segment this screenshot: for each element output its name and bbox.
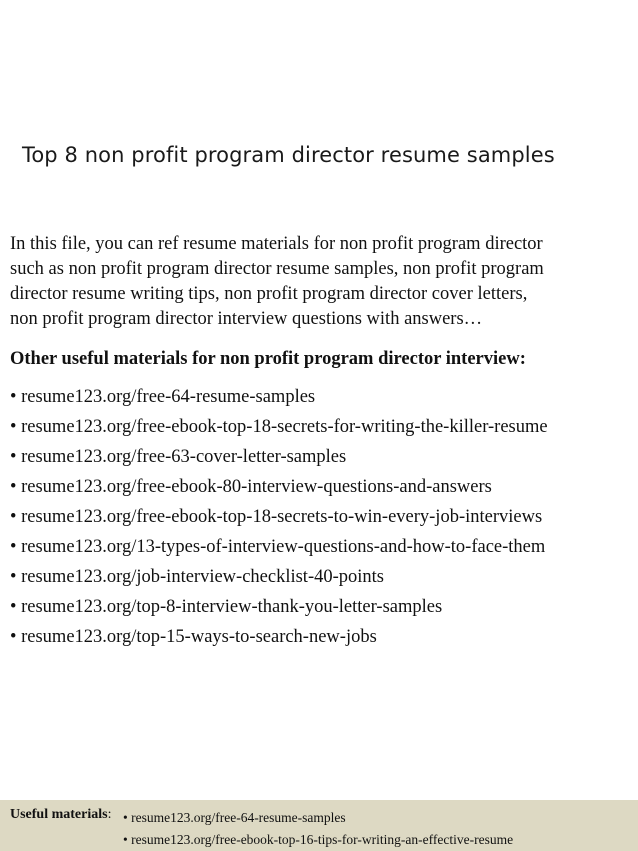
materials-link-6[interactable]: • resume123.org/13-types-of-interview-questions-and-how-to-face-them [10,532,636,562]
materials-link-2[interactable]: • resume123.org/free-ebook-top-18-secrets-for-writing-the-killer-resume [10,412,636,442]
footer-link-2[interactable]: • resume123.org/free-ebook-top-16-tips-for-writing-an-effective-resume [123,829,513,851]
intro-paragraph: In this file, you can ref resume materials for non profit program director such as non profit program director resume samples, non profit program director resume writing tips, non profit program director cover letters, non profit program director interview questions with answers… [10,234,544,329]
footer-label-text: Useful materials [10,807,108,822]
materials-list [10,382,636,652]
footer-links [123,807,513,851]
materials-link-9[interactable]: • resume123.org/top-15-ways-to-search-new-jobs [10,622,636,652]
materials-heading: Other useful materials for non profit program director interview: [10,349,526,369]
materials-link-5[interactable]: • resume123.org/free-ebook-top-18-secrets-to-win-every-job-interviews [10,502,636,532]
materials-link-8[interactable]: • resume123.org/top-8-interview-thank-you-letter-samples [10,592,636,622]
footer-label [10,807,111,823]
materials-link-7[interactable]: • resume123.org/job-interview-checklist-40-points [10,562,636,592]
materials-link-4[interactable]: • resume123.org/free-ebook-80-interview-questions-and-answers [10,472,636,502]
materials-link-1[interactable]: • resume123.org/free-64-resume-samples [10,382,636,412]
page-title: Top 8 non profit program director resume samples [22,143,555,167]
footer-link-1[interactable]: • resume123.org/free-64-resume-samples [123,807,513,829]
footer-label-colon: : [107,807,112,822]
footer-bar [0,800,638,851]
materials-link-3[interactable]: • resume123.org/free-63-cover-letter-samples [10,442,636,472]
